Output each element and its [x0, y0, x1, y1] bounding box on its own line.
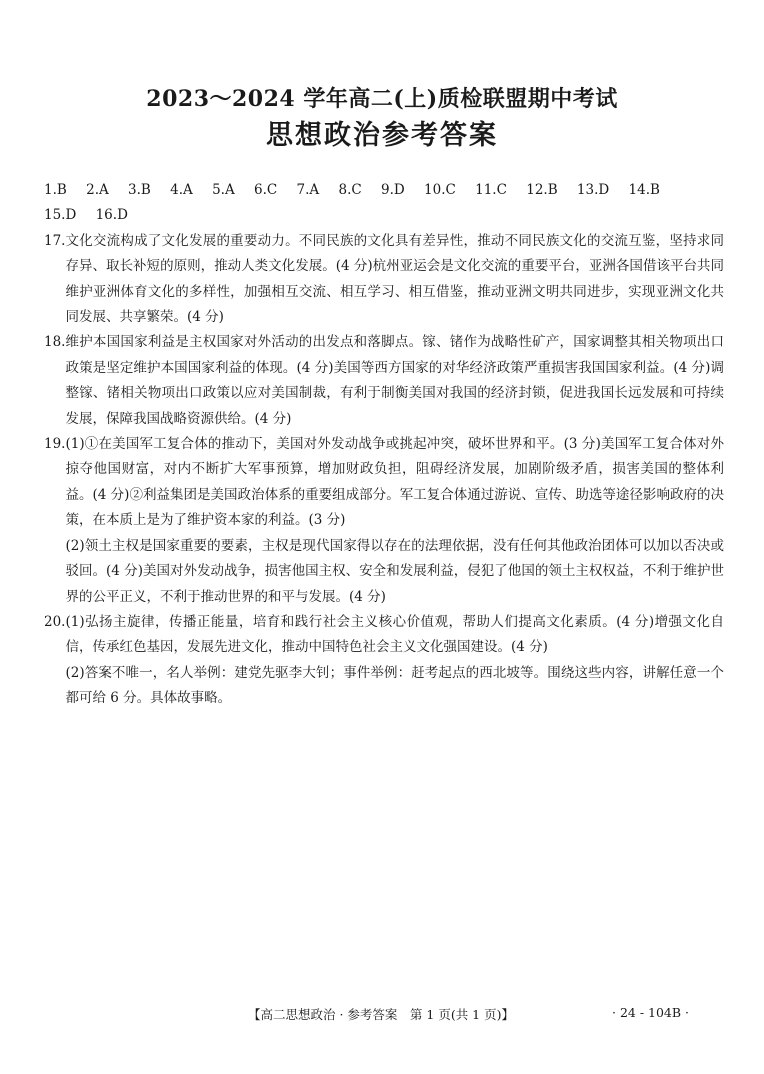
- question-answer: [65, 610, 724, 712]
- answer-paragraph: 维护本国国家利益是主权国家对外活动的出发点和落脚点。镓、锗作为战略性矿产，国家调整其相关物项出口政策是坚定维护本国国家利益的体现。(4 分)美国等西方国家的对华经济政策严重损害我国国家利益。(4 分)调整镓、锗相关物项出口政策以应对美国制裁，有利于制衡美国对我国的经济封锁，促进我国长远发展和可持续发展，保障我国战略资源供给。(4 分): [65, 334, 724, 427]
- mc-answer: 11.C: [475, 182, 507, 198]
- mc-answer: 13.D: [576, 182, 610, 198]
- answer-content: [44, 178, 724, 712]
- mc-answer: 12.B: [526, 182, 558, 198]
- mc-answer: 14.B: [628, 182, 660, 198]
- question-number: 20.: [44, 613, 66, 630]
- mc-answers-line-2: [44, 203, 724, 228]
- mc-answer: 16.D: [95, 207, 128, 224]
- question-number: 19.: [44, 436, 66, 453]
- mc-answer: 3.B: [128, 182, 151, 198]
- answer-paragraph: (1)弘扬主旋律，传播正能量，培育和践行社会主义核心价值观，帮助人们提高文化素质。(4 分)增强文化自信，传承红色基因，发展先进文化，推动中国特色社会主义文化强国建设。(4 分): [65, 613, 724, 656]
- question-answer: [65, 229, 724, 331]
- answer-paragraph: 文化交流构成了文化发展的重要动力。不同民族的文化具有差异性，推动不同民族文化的交流互鉴，坚持求同存异、取长补短的原则，推动人类文化发展。(4 分)杭州亚运会是文化交流的重要平台，亚洲各国借该平台共同维护亚洲体育文化的多样性，加强相互交流、相互学习、相互借鉴，推动亚洲文明共同进步，实现亚洲文化共同发展、共享繁荣。(4 分): [65, 232, 724, 326]
- question-19: [44, 432, 724, 610]
- question-number: 18.: [44, 334, 66, 351]
- question-answer: [65, 330, 724, 432]
- mc-answer: 4.A: [170, 182, 193, 198]
- footer-code: · 24 - 104B ·: [612, 1005, 690, 1020]
- question-20: [44, 610, 724, 712]
- question-18: [44, 330, 724, 432]
- mc-answer: 9.D: [381, 182, 405, 198]
- mc-answer: 5.A: [212, 182, 235, 198]
- exam-title: 2023～2024 学年高二(上)质检联盟期中考试: [146, 86, 618, 112]
- footer-page-info: 【高二思想政治 · 参考答案 第 1 页(共 1 页)】: [248, 1007, 514, 1022]
- mc-answer: 8.C: [338, 182, 362, 198]
- answer-paragraph: (1)①在美国军工复合体的推动下，美国对外发动战争或挑起冲突，破坏世界和平。(3 分)美国军工复合体对外掠夺他国财富，对内不断扩大军事预算，增加财政负担，阻碍经济发展，加剧阶级矛盾，损害美国的整体利益。(4 分)②利益集团是美国政治体系的重要组成部分。军工复合体通过游说、宣传、助选等途径影响政府的决策，在本质上是为了维护资本家的利益。(3 分): [65, 436, 724, 529]
- answer-key-title: 思想政治参考答案: [266, 120, 498, 151]
- mc-answer: 2.A: [86, 182, 109, 198]
- mc-answer: 6.C: [254, 182, 278, 198]
- answer-paragraph: (2)领土主权是国家重要的要素，主权是现代国家得以存在的法理依据，没有任何其他政治团体可以加以否决或驳回。(4 分)美国对外发动战争，损害他国主权、安全和发展利益，侵犯了他国的领土主权权益，不利于维护世界的公平正义，不利于推动世界的和平与发展。(4 分): [65, 537, 724, 605]
- question-answer: [65, 432, 724, 610]
- mc-answer: 10.C: [424, 182, 456, 198]
- question-17: [44, 229, 724, 331]
- question-number: 17.: [44, 232, 66, 249]
- answer-paragraph: (2)答案不唯一，名人举例：建党先驱李大钊；事件举例：赶考起点的西北坡等。围绕这些内容，讲解任意一个都可给 6 分。具体故事略。: [65, 664, 724, 707]
- mc-answer: 1.B: [44, 182, 67, 198]
- mc-answer: 15.D: [44, 207, 77, 224]
- mc-answer: 7.A: [296, 182, 320, 198]
- mc-answers-line-1: [44, 178, 724, 203]
